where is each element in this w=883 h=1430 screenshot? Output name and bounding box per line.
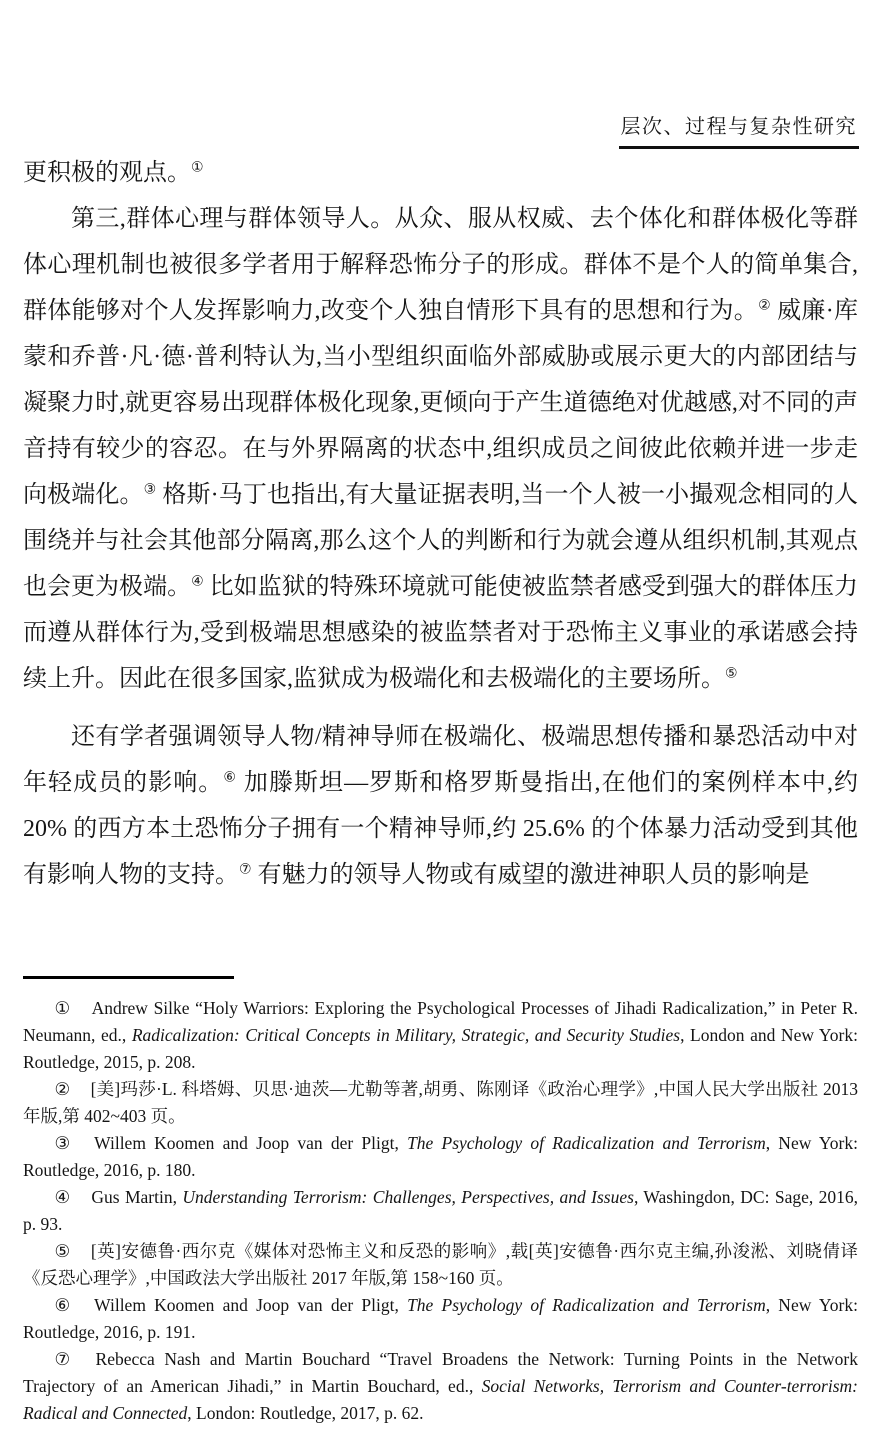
running-head-title: 层次、过程与复杂性研究: [620, 116, 857, 138]
paragraph: [23, 196, 858, 702]
footnote: [23, 995, 858, 1076]
footnote-ref: ⑤: [725, 666, 738, 682]
text-run: 比如监狱的特殊环境就可能使被监禁者感受到强大的群体压力而遵从群体行为,受到极端思想感染的被监禁者对于恐怖主义事业的承诺感会持续上升。因此在很多国家,监狱成为极端化和去极端化的主要场所。: [23, 574, 859, 692]
footnote: [23, 1292, 858, 1346]
text-run: [美]玛莎·L. 科塔姆、贝思·迪茨—尤勒等著,胡勇、陈刚译《政治心理学》,中国人民大学出版社 2013 年版,第 402~403 页。: [23, 1079, 858, 1126]
text-run: , London and New York: Routledge, 2015, p. 208.: [23, 1025, 858, 1072]
footnote-number: ⑦: [54, 1349, 76, 1369]
footnote-ref: ⑦: [239, 862, 252, 878]
footnote-number: ③: [54, 1133, 75, 1153]
text-run: 更积极的观点。: [23, 160, 191, 186]
footnote-ref: ④: [191, 574, 204, 590]
cited-title: Radicalization: Critical Concepts in Military, Strategic, and Security Studies: [131, 1025, 681, 1045]
running-head: [619, 110, 860, 149]
text-run: 第三,群体心理与群体领导人。从众、服从权威、去个体化和群体极化等群体心理机制也被很多学者用于解释恐怖分子的形成。群体不是个人的简单集合,群体能够对个人发挥影响力,改变个人独自情形下具有的思想和行为。: [23, 206, 858, 324]
cited-title: Understanding Terrorism: Challenges, Perspectives, and Issues: [182, 1187, 634, 1207]
footnote-ref: ②: [758, 298, 771, 314]
footnote: [23, 1076, 858, 1130]
cited-title: The Psychology of Radicalization and Terrorism: [407, 1133, 766, 1153]
footnote: [23, 1238, 858, 1292]
text-run: Rebecca Nash and Martin Bouchard “Travel Broadens the Network: Turning Points in the Network Trajectory of an American Jihadi,” in Martin Bouchard, ed.,: [23, 1349, 858, 1396]
text-run: , New York: Routledge, 2016, p. 191.: [23, 1295, 858, 1342]
text-run: 威廉·库蒙和乔普·凡·德·普利特认为,当小型组织面临外部威胁或展示更大的内部团结与凝聚力时,就更容易出现群体极化现象,更倾向于产生道德绝对优越感,对不同的声音持有较少的容忍。在与外界隔离的状态中,组织成员之间彼此依赖并进一步走向极端化。: [23, 298, 859, 508]
text-run: 有魅力的领导人物或有威望的激进神职人员的影响是: [251, 862, 810, 888]
text-run: , London: Routledge, 2017, p. 62.: [187, 1403, 424, 1423]
text-run: Willem Koomen and Joop van der Pligt,: [94, 1295, 408, 1315]
text-run: 还有学者强调领导人物/精神导师在极端化、极端思想传播和暴恐活动中对年轻成员的影响。: [23, 724, 858, 796]
body-text: [23, 150, 858, 898]
text-run: 加滕斯坦—罗斯和格罗斯曼指出,在他们的案例样本中,约 20% 的西方本土恐怖分子拥有一个精神导师,约 25.6% 的个体暴力活动受到其他有影响人物的支持。: [23, 770, 859, 888]
footnote: [23, 1130, 858, 1184]
text-run: 格斯·马丁也指出,有大量证据表明,当一个人被一小撮观念相同的人围绕并与社会其他部分隔离,那么这个人的判断和行为就会遵从组织机制,其观点也会更为极端。: [23, 482, 859, 600]
text-run: Willem Koomen and Joop van der Pligt,: [94, 1133, 408, 1153]
footnote-number: ①: [54, 998, 72, 1018]
cited-title: Social Networks, Terrorism and Counter-terrorism: Radical and Connected: [23, 1376, 858, 1423]
text-run: , New York: Routledge, 2016, p. 180.: [23, 1133, 858, 1180]
footnote: [23, 1184, 858, 1238]
footnote-number: ⑥: [54, 1295, 75, 1315]
footnote: [23, 1346, 858, 1427]
footnote-number: ②: [54, 1079, 71, 1099]
footnote-ref: ①: [191, 160, 204, 176]
footnote-divider: [23, 976, 234, 979]
text-run: Andrew Silke “Holy Warriors: Exploring the Psychological Processes of Jihadi Radicalization,” in Peter R. Neumann, ed.,: [23, 998, 858, 1045]
footnote-ref: ⑥: [223, 770, 237, 786]
cited-title: The Psychology of Radicalization and Terrorism: [407, 1295, 766, 1315]
text-run: [英]安德鲁·西尔克《媒体对恐怖主义和反恐的影响》,载[英]安德鲁·西尔克主编,孙浚淞、刘晓倩译《反恐心理学》,中国政法大学出版社 2017 年版,第 158~160 页。: [23, 1241, 858, 1288]
footnotes: [23, 995, 858, 1427]
paragraph: [23, 714, 858, 898]
paragraph: [23, 150, 858, 196]
text-run: Gus Martin,: [91, 1187, 183, 1207]
footnote-ref: ③: [143, 482, 157, 498]
text-run: , Washingdon, DC: Sage, 2016, p. 93.: [23, 1187, 859, 1234]
footnote-number: ⑤: [54, 1241, 71, 1261]
footnote-number: ④: [54, 1187, 72, 1207]
